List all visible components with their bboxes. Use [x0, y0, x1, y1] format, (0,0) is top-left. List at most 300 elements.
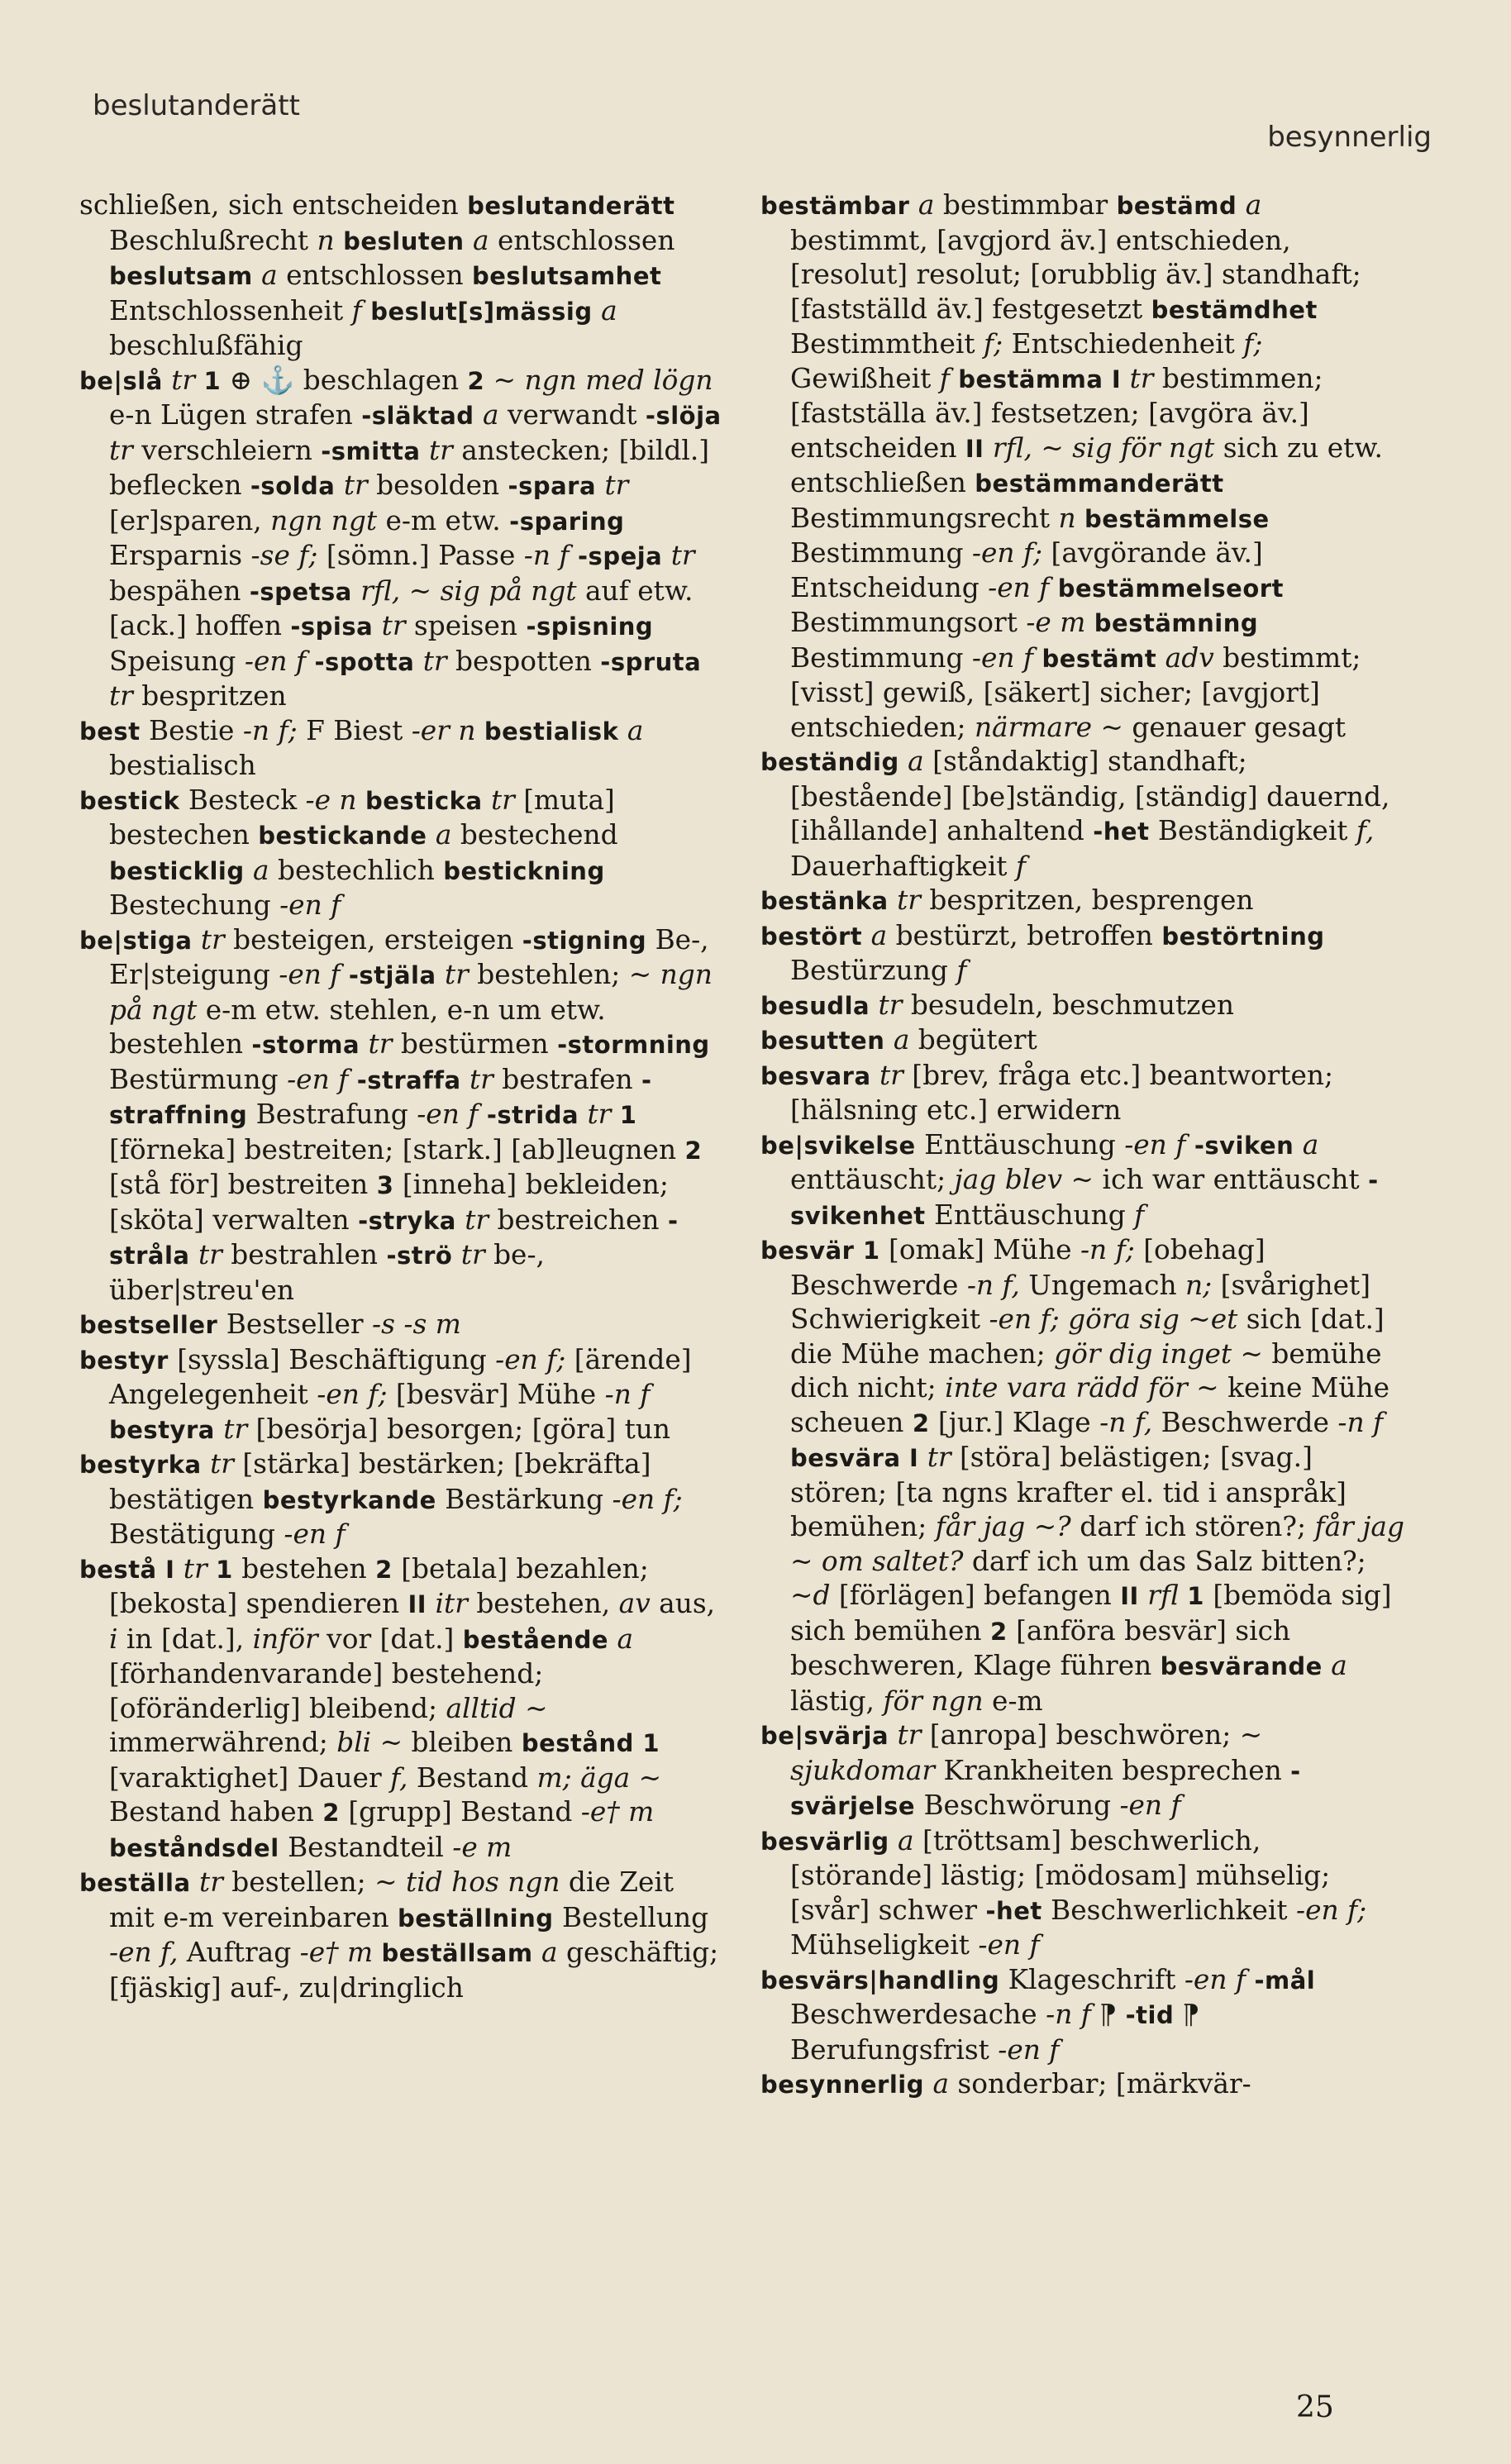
- definition-text: Bestürmung: [109, 1063, 288, 1095]
- definition-text: Beschwerde: [1152, 1406, 1338, 1438]
- headword: 1: [203, 366, 222, 395]
- dictionary-entry: [760, 1233, 1405, 1718]
- definition-text: Be-, Er|steigung: [109, 923, 709, 990]
- headword: bestänka: [760, 887, 889, 915]
- headword: -spruta: [600, 647, 702, 676]
- grammar-label: -en f: [244, 645, 307, 677]
- headword: 2: [912, 1408, 930, 1437]
- definition-text: [muta] bestechen: [109, 784, 615, 851]
- grammar-label: a: [473, 224, 489, 256]
- definition-text: Bestimmung: [790, 641, 972, 674]
- grammar-label: f,: [390, 1761, 408, 1794]
- definition-text: entschlossen: [277, 260, 472, 291]
- grammar-label: f;: [984, 328, 1003, 360]
- definition-text: [579, 1099, 587, 1130]
- headword: II: [1120, 1582, 1139, 1610]
- definition-text: [betala] bezahlen; [bekosta] spendieren: [109, 1552, 649, 1619]
- grammar-label: tr: [897, 1719, 922, 1751]
- headword: 1: [642, 1729, 660, 1757]
- headword: -stjäla: [348, 961, 436, 989]
- definition-text: [1237, 189, 1245, 221]
- definition-text: [340, 959, 348, 990]
- grammar-label: ngn ngt: [270, 504, 378, 536]
- grammar-label: rfl: [1147, 1580, 1179, 1611]
- definition-text: ⁋: [1090, 1999, 1126, 2030]
- definition-text: verwandt: [498, 399, 646, 431]
- grammar-label: -en f;: [971, 537, 1043, 569]
- headword: -straffning: [109, 1065, 652, 1129]
- dictionary-entry: [79, 923, 724, 1308]
- definition-text: speisen: [405, 610, 527, 641]
- dictionary-entry: [760, 1059, 1405, 1128]
- definition-text: darf ich stören?;: [1070, 1511, 1315, 1542]
- definition-text: [889, 1825, 898, 1856]
- definition-text: ~ keine Mühe scheuen: [790, 1372, 1390, 1438]
- grammar-label: alltid: [446, 1692, 517, 1724]
- grammar-label: sig för ngt: [1072, 431, 1215, 464]
- definition-text: [245, 855, 253, 886]
- grammar-label: f: [956, 955, 967, 986]
- grammar-label: -en f: [978, 1929, 1040, 1961]
- headword: -släktad: [361, 402, 474, 430]
- headword: bestialisk: [484, 717, 619, 746]
- grammar-label: tr: [199, 1866, 223, 1898]
- grammar-label: m; äga: [536, 1761, 631, 1794]
- grammar-label: a: [932, 2068, 949, 2099]
- grammar-label: -en f;: [317, 1379, 388, 1410]
- grammar-label: tr: [368, 1028, 393, 1060]
- headword: -spotta: [314, 647, 415, 676]
- grammar-label: -s -s m: [372, 1308, 461, 1340]
- definition-text: [1156, 642, 1165, 674]
- grammar-label: tid hos ngn: [406, 1866, 560, 1898]
- grammar-label: -en f: [1124, 1128, 1186, 1161]
- headword: -svikenhet: [790, 1166, 1379, 1230]
- definition-text: [352, 575, 360, 607]
- grammar-label: tr: [109, 680, 133, 712]
- definition-text: bestehen,: [467, 1588, 619, 1619]
- definition-text: ~ ich war enttäuscht: [1062, 1164, 1369, 1195]
- definition-text: [335, 225, 343, 256]
- grammar-label: -n f;: [242, 714, 298, 746]
- dictionary-entry: [79, 1343, 724, 1448]
- definition-text: [192, 924, 200, 956]
- grammar-label: -en f;: [1296, 1894, 1367, 1926]
- headword: -mål: [1254, 1966, 1316, 1995]
- headword: bestört: [760, 922, 863, 951]
- grammar-label: tr: [927, 1442, 951, 1473]
- page-number: 25: [1296, 2390, 1334, 2424]
- definition-text: [sömn.] Passe: [317, 540, 524, 571]
- definition-text: [474, 399, 483, 431]
- headword: I: [908, 1444, 919, 1472]
- headword: -spisa: [290, 612, 374, 641]
- grammar-label: -en f: [284, 1518, 346, 1550]
- grammar-label: a: [893, 1024, 910, 1056]
- headword: be|svärja: [760, 1722, 889, 1750]
- definition-text: sich zu etw. entschließen: [790, 431, 1383, 498]
- definition-text: [avgörande äv.] Entscheidung: [790, 537, 1263, 603]
- headword: I: [1111, 365, 1122, 393]
- definition-text: [348, 1064, 356, 1095]
- definition-text: [bemöda sig] sich bemühen: [790, 1580, 1392, 1647]
- definition-text: [anropa] beschwören; ~: [921, 1719, 1263, 1751]
- grammar-label: n;: [1185, 1269, 1213, 1301]
- definition-text: Beschwörung: [915, 1790, 1120, 1821]
- definition-text: [stå för] bestreiten: [109, 1169, 377, 1200]
- definition-text: aus,: [650, 1588, 716, 1619]
- definition-text: lästig,: [790, 1685, 884, 1717]
- grammar-label: n: [1058, 502, 1076, 534]
- headword: bestämning: [1094, 609, 1259, 637]
- grammar-label: a: [908, 746, 924, 777]
- headword: besvara: [760, 1061, 871, 1090]
- grammar-label: -en f: [1184, 1963, 1246, 1995]
- grammar-label: jag blev: [954, 1164, 1063, 1195]
- definition-text: bestreichen: [489, 1203, 668, 1236]
- grammar-label: -n f,: [1099, 1406, 1153, 1438]
- definition-text: bestrafen: [493, 1063, 642, 1095]
- dictionary-entry: [760, 1824, 1405, 1963]
- definition-text: [inneha] bekleiden; [sköta] verwalten: [109, 1169, 669, 1236]
- definition-text: Bestimmungsrecht: [790, 502, 1059, 534]
- grammar-label: -en f; göra sig ~et: [989, 1303, 1238, 1335]
- definition-text: Auftrag: [178, 1937, 300, 1968]
- headword: -stryka: [358, 1206, 456, 1235]
- definition-text: [stärka] bestärken; [bekräfta] bestätigen: [109, 1448, 651, 1515]
- grammar-label: -n f: [1046, 1999, 1091, 2030]
- definition-text: bestrahlen: [222, 1239, 387, 1270]
- definition-text: Beschwerlichkeit: [1041, 1894, 1296, 1926]
- definition-text: [grupp] Bestand: [339, 1796, 581, 1828]
- grammar-label: a: [617, 1623, 634, 1655]
- definition-text: [1085, 607, 1094, 638]
- headword: -stormning: [557, 1031, 710, 1059]
- definition-text: in [dat.],: [117, 1623, 253, 1655]
- headword: besluten: [343, 226, 465, 255]
- grammar-label: a: [435, 819, 452, 851]
- headword: bestyr: [79, 1346, 169, 1375]
- definition-text: [461, 1064, 470, 1095]
- definition-text: [924, 2068, 932, 2099]
- definition-text: [1103, 363, 1111, 394]
- headword: bestämmelseort: [1057, 574, 1284, 603]
- definition-text: [608, 1623, 617, 1655]
- grammar-label: tr: [445, 959, 469, 990]
- definition-text: e-n Lügen strafen: [109, 399, 362, 431]
- definition-text: [871, 1060, 879, 1091]
- definition-text: [ärende] Angelegenheit: [109, 1343, 692, 1410]
- definition-text: Bestürzung: [790, 955, 957, 986]
- headword: besynnerlig: [760, 2071, 924, 2099]
- definition-text: [1033, 642, 1041, 674]
- headword: -storma: [251, 1031, 360, 1059]
- definition-text: Klageschrift: [999, 1963, 1184, 1995]
- headword: -spisning: [526, 612, 654, 641]
- grammar-label: tr: [200, 923, 225, 956]
- grammar-label: rfl,: [360, 574, 401, 607]
- headword: bestseller: [79, 1311, 218, 1339]
- definition-text: schließen, sich entscheiden: [79, 189, 468, 221]
- definition-text: beschlußfähig: [109, 330, 303, 361]
- definition-text: [360, 1028, 368, 1060]
- grammar-label: a: [601, 294, 617, 326]
- grammar-label: f: [351, 294, 362, 326]
- headword: bestick: [79, 786, 180, 815]
- headword: bestånd: [521, 1729, 634, 1757]
- grammar-label: -en f: [417, 1099, 479, 1130]
- definition-text: [452, 1239, 460, 1270]
- grammar-label: inför: [252, 1623, 318, 1655]
- header-right-guideword: besynnerlig: [1267, 121, 1432, 154]
- grammar-label: ngn med lögn: [524, 364, 713, 396]
- definition-text: [889, 884, 897, 916]
- definition-text: ~ Bestand haben: [109, 1761, 662, 1828]
- grammar-label: a: [541, 1937, 558, 1968]
- headword: -slöja: [645, 402, 722, 430]
- headword: II: [965, 434, 984, 463]
- dictionary-entry: [760, 188, 1405, 745]
- definition-text: bestimmt; [visst] gewiß, [säkert] sicher; [avgjort] entschieden;: [790, 641, 1361, 743]
- definition-text: sonderbar; [märkvär-: [949, 2068, 1251, 2099]
- headword: bestyrka: [79, 1451, 202, 1479]
- grammar-label: -en f: [287, 1063, 349, 1095]
- definition-text: [427, 1588, 435, 1619]
- dictionary-entry: [760, 989, 1405, 1024]
- headword: beställning: [398, 1904, 554, 1933]
- headword: 1: [862, 1237, 880, 1265]
- grammar-label: tr: [897, 884, 921, 916]
- headword: -tid: [1125, 2001, 1175, 2029]
- headword: bestående: [462, 1625, 609, 1654]
- definition-text: Gewißheit: [790, 362, 940, 394]
- headword: bestämbar: [760, 192, 910, 220]
- headword: beslutsamhet: [472, 262, 662, 290]
- definition-text: [190, 1239, 198, 1270]
- definition-text: [1076, 503, 1084, 534]
- grammar-label: tr: [470, 1063, 493, 1095]
- left-column: [79, 188, 724, 2005]
- headword: 1: [619, 1101, 637, 1129]
- grammar-label: n: [317, 224, 335, 256]
- definition-text: Speisung: [109, 645, 245, 677]
- definition-text: bestialisch: [109, 750, 256, 781]
- grammar-label: -en f: [279, 889, 341, 921]
- grammar-label: tr: [171, 364, 196, 396]
- grammar-label: a: [1245, 189, 1262, 221]
- definition-text: geschäftig; [fjäskig] auf-, zu|dringlich: [109, 1937, 719, 2004]
- definition-text: entschlossen: [489, 224, 675, 256]
- dictionary-entry: [760, 884, 1405, 919]
- definition-text: Bestimmtheit: [790, 328, 984, 360]
- definition-text: Dauerhaftigkeit: [790, 850, 1016, 882]
- definition-text: [570, 540, 578, 571]
- headword: bestämdhet: [1151, 295, 1318, 324]
- definition-text: Bestseller: [217, 1308, 373, 1340]
- headword: beslut[s]mässig: [370, 297, 593, 326]
- grammar-label: -en f: [971, 641, 1034, 674]
- grammar-label: -en f: [1119, 1790, 1181, 1821]
- definition-text: [634, 1727, 642, 1758]
- grammar-label: tr: [198, 1239, 222, 1270]
- headword: beständig: [760, 748, 899, 776]
- definition-text: [1246, 1964, 1254, 1995]
- definition-text: Beständigkeit: [1149, 815, 1356, 846]
- grammar-label: i: [109, 1623, 118, 1655]
- definition-text: [854, 1234, 862, 1265]
- grammar-label: ngn på ngt: [109, 959, 713, 1026]
- definition-text: [1323, 1650, 1331, 1681]
- definition-text: [174, 1553, 183, 1585]
- grammar-label: tr: [428, 434, 453, 466]
- grammar-label: a: [253, 854, 269, 886]
- headword: beståndsdel: [109, 1833, 279, 1862]
- definition-text: e-m etw. stehlen, e-n um etw. bestehlen: [109, 994, 606, 1060]
- headword: be|stiga: [79, 926, 193, 955]
- grammar-label: a: [870, 919, 888, 951]
- grammar-label: f: [1015, 850, 1027, 882]
- dictionary-entry: [760, 919, 1405, 989]
- headword: besvära: [790, 1444, 901, 1472]
- definition-text: [syssla] Beschäftigung: [168, 1343, 496, 1375]
- grammar-label: tr: [604, 469, 629, 501]
- headword: besvärande: [1160, 1652, 1323, 1680]
- headword: besutten: [760, 1027, 885, 1055]
- grammar-label: tr: [183, 1552, 207, 1585]
- grammar-label: tr: [465, 1203, 489, 1236]
- headword: -svärjelse: [790, 1756, 1301, 1820]
- headword: -strö: [386, 1242, 453, 1270]
- definition-text: [984, 432, 992, 464]
- definition-text: bestürmen: [392, 1028, 558, 1060]
- definition-text: [335, 469, 343, 501]
- grammar-label: tr: [381, 610, 406, 641]
- grammar-label: tr: [109, 434, 133, 466]
- dictionary-entry: [760, 1128, 1405, 1234]
- definition-text: [tröttsam] beschwerlich, [störande] lästig; [mödosam] mühselig; [svår] schwer: [790, 1824, 1331, 1926]
- definition-text: [1049, 572, 1057, 603]
- grammar-label: a: [1331, 1650, 1347, 1681]
- headword: 2: [375, 1555, 393, 1584]
- headword: 1: [216, 1555, 233, 1584]
- grammar-label: tr: [210, 1448, 234, 1480]
- dictionary-entry: [79, 1552, 724, 1866]
- definition-text: [obehag] Beschwerde: [790, 1234, 1266, 1301]
- definition-text: Beschlußrecht: [109, 224, 317, 256]
- headword: 2: [989, 1617, 1008, 1646]
- definition-text: Bestandteil: [279, 1831, 453, 1863]
- definition-text: bespotten: [446, 645, 601, 677]
- definition-text: [1294, 1129, 1302, 1161]
- grammar-label: tr: [422, 645, 447, 677]
- headword: bestörtning: [1161, 922, 1325, 951]
- headword: bestämmelse: [1084, 504, 1270, 533]
- definition-text: [306, 646, 314, 677]
- definition-text: [478, 1099, 486, 1130]
- definition-text: [427, 819, 435, 851]
- definition-text: [421, 435, 429, 466]
- grammar-label: a: [918, 189, 935, 221]
- definition-text: [er]sparen,: [109, 504, 271, 536]
- definition-text: ~ genauer gesagt: [1092, 711, 1347, 743]
- definition-text: [förlägen] befangen: [830, 1580, 1121, 1611]
- headword: 2: [467, 366, 485, 395]
- grammar-label: sjukdomar: [790, 1754, 936, 1786]
- definition-text: Bestärkung: [436, 1483, 613, 1515]
- definition-text: ~: [400, 574, 441, 607]
- headword: bestickning: [443, 856, 605, 885]
- definition-text: [förhandenvarande] bestehend; [oföränderlig] bleibend;: [109, 1658, 544, 1724]
- definition-text: [465, 225, 473, 256]
- definition-text: vor [dat.]: [317, 1623, 463, 1655]
- definition-text: verschleiern: [132, 434, 322, 466]
- definition-text: [918, 1442, 927, 1473]
- definition-text: bespritzen: [132, 680, 287, 712]
- grammar-label: f;: [1243, 328, 1263, 360]
- definition-text: [157, 1553, 165, 1585]
- grammar-label: a: [482, 399, 499, 431]
- definition-text: Bestechung: [109, 889, 280, 921]
- definition-text: [373, 610, 381, 641]
- definition-text: bestürzt, betroffen: [887, 919, 1162, 951]
- grammar-label: -n f,: [966, 1269, 1020, 1301]
- definition-text: Ersparnis: [109, 540, 251, 571]
- grammar-label: för ngn: [883, 1685, 984, 1717]
- definition-text: [202, 1448, 210, 1480]
- grammar-label: tr: [460, 1239, 485, 1270]
- grammar-label: -n f: [1337, 1406, 1384, 1438]
- grammar-label: bli: [336, 1727, 372, 1758]
- headword: beslutsam: [109, 262, 253, 290]
- definition-text: [brev, fråga etc.] beantworten; [hälsning etc.] erwidern: [790, 1059, 1334, 1126]
- definition-text: begütert: [909, 1024, 1037, 1056]
- header-left-guideword: beslutanderätt: [93, 89, 300, 122]
- headword: bestyrkande: [262, 1485, 436, 1514]
- headword: beställa: [79, 1869, 191, 1897]
- headword: bestyra: [109, 1415, 215, 1444]
- definition-text: [475, 715, 484, 746]
- right-column: [760, 188, 1405, 2103]
- grammar-label: tr: [223, 1413, 248, 1445]
- headword: be|svikelse: [760, 1131, 916, 1160]
- definition-text: Bestätigung: [109, 1518, 284, 1550]
- definition-text: [anföra besvär] sich beschweren, Klage führen: [790, 1614, 1291, 1681]
- definition-text: [förneka] bestreiten; [stark.] [ab]leugnen: [109, 1133, 685, 1165]
- grammar-label: a: [261, 260, 278, 291]
- headword: 1: [1187, 1582, 1204, 1610]
- definition-text: Krankheiten besprechen: [935, 1754, 1291, 1786]
- definition-text: enttäuscht;: [790, 1164, 955, 1195]
- definition-text: [593, 295, 601, 326]
- headword: 2: [322, 1799, 340, 1827]
- definition-text: Ungemach: [1019, 1269, 1186, 1301]
- headword: 2: [684, 1136, 703, 1165]
- grammar-label: får jag ~?: [935, 1511, 1071, 1542]
- definition-text: Bestimmungsort: [790, 607, 1027, 638]
- grammar-label: f,: [1356, 815, 1375, 846]
- definition-text: Besteck: [179, 784, 306, 816]
- grammar-label: närmare: [974, 711, 1093, 743]
- dictionary-entry: [79, 1866, 724, 2005]
- dictionary-entry: [760, 1023, 1405, 1059]
- grammar-label: itr: [435, 1588, 468, 1619]
- grammar-label: -e m: [452, 1831, 512, 1863]
- grammar-label: adv: [1165, 641, 1214, 674]
- definition-text: [207, 1553, 216, 1585]
- headword: -spetsa: [249, 577, 352, 606]
- dictionary-entry: [760, 745, 1405, 884]
- definition-text: [195, 365, 203, 396]
